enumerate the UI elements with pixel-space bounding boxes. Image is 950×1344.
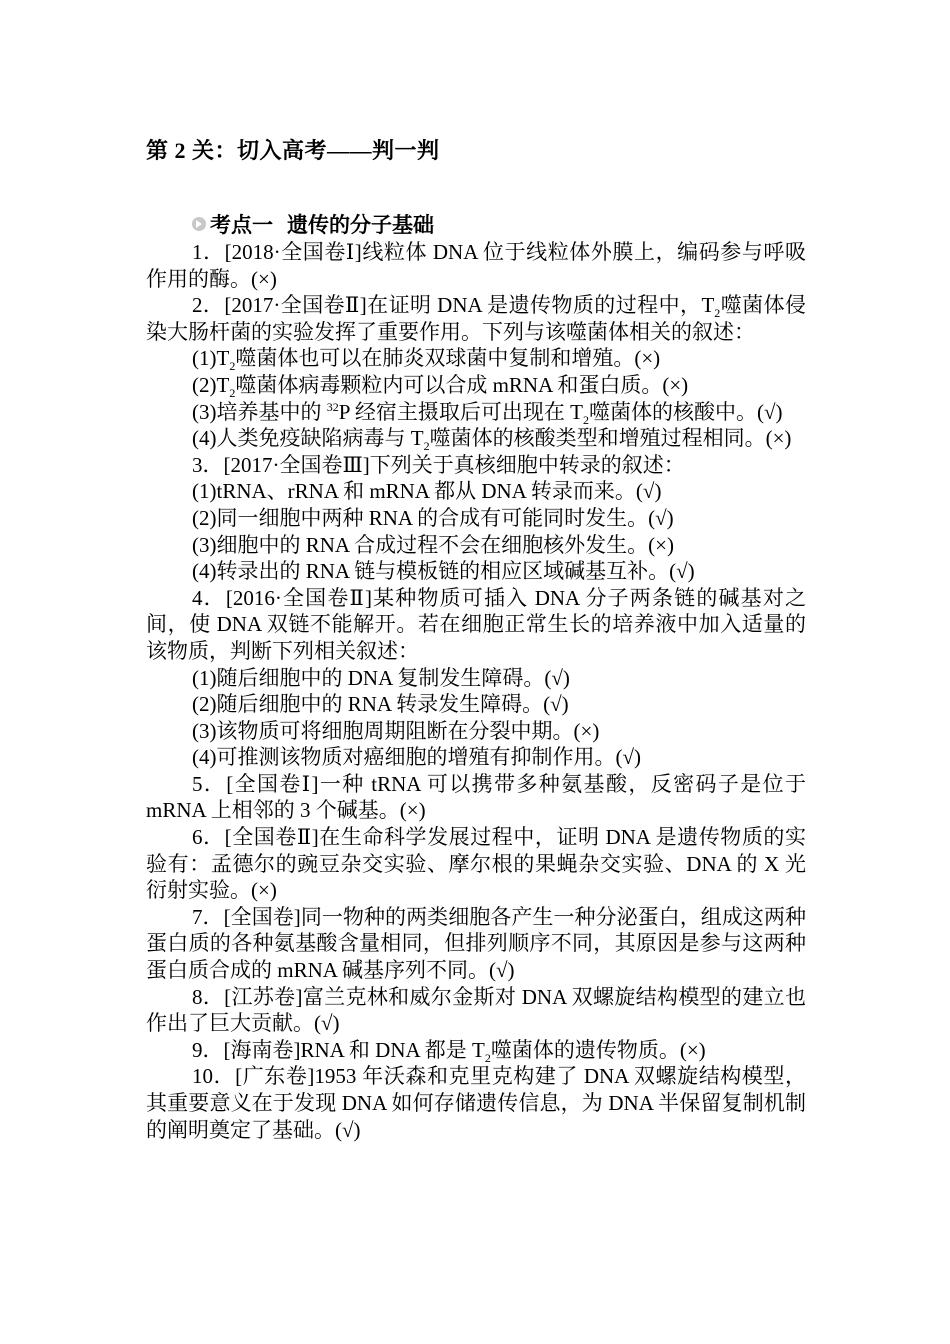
- question-3-1: (1)tRNA、rRNA 和 mRNA 都从 DNA 转录而来。(√): [192, 479, 662, 504]
- question-3-2: (2)同一细胞中两种 RNA 的合成有可能同时发生。(√): [192, 505, 674, 530]
- section-title: 遗传的分子基础: [287, 213, 434, 237]
- question-10: 10．[广东卷]1953 年沃森和克里克构建了 DNA 双螺旋结构模型，其重要意义在于发现 DNA 如何存储遗传信息，为 DNA 半保留复制机制的阐明奠定了基础。(√): [146, 1064, 806, 1142]
- question-4-1: (1)随后细胞中的 DNA 复制发生障碍。(√): [192, 665, 570, 690]
- question-2-1: $(1)T_2$噬菌体也可以在肺炎双球菌中复制和增殖。(×): [192, 346, 661, 374]
- question-2: 2．[2017·全国卷Ⅱ]在证明 DNA 是遗传物质的过程中，$T_2$噬菌体侵染大肠杆菌的实验发挥了重要作用。下列与该噬菌体相关的叙述：: [146, 293, 806, 344]
- question-2-4: (4)人类免疫缺陷病毒与 $T_2$噬菌体的核酸类型和增殖过程相同。(×): [192, 426, 792, 454]
- question-3: 3．[2017·全国卷Ⅲ]下列关于真核细胞中转录的叙述：: [192, 452, 685, 477]
- question-8: 8．[江苏卷]富兰克林和威尔金斯对 DNA 双螺旋结构模型的建立也作出了巨大贡献。(√): [146, 984, 806, 1036]
- question-4: 4．[2016·全国卷Ⅱ]某种物质可插入 DNA 分子两条链的碱基对之间，使 DNA 双链不能解开。若在细胞正常生长的培养液中加入适量的该物质，判断下列相关叙述：: [146, 585, 806, 663]
- question-1: 1．[2018·全国卷Ⅰ]线粒体 DNA 位于线粒体外膜上，编码参与呼吸作用的酶。(×): [146, 240, 806, 291]
- question-3-3: (3)细胞中的 RNA 合成过程不会在细胞核外发生。(×): [192, 532, 674, 557]
- circle-arrow-icon: [192, 217, 206, 231]
- question-9: 9．[海南卷]RNA 和 DNA 都是 $T_2$噬菌体的遗传物质。(×): [192, 1037, 706, 1065]
- question-5: 5．[全国卷Ⅰ]一种 tRNA 可以携带多种氨基酸，反密码子是位于 mRNA 上相邻的 3 个碱基。(×): [146, 771, 806, 823]
- question-3-4: (4)转录出的 RNA 链与模板链的相应区域碱基互补。(√): [192, 559, 695, 584]
- section-prefix: 考点一: [210, 213, 273, 237]
- question-2-2: $(2)T_2$噬菌体病毒颗粒内可以合成 mRNA 和蛋白质。(×): [192, 372, 689, 401]
- question-4-2: (2)随后细胞中的 RNA 转录发生障碍。(√): [192, 692, 569, 717]
- question-2-3: (3)培养基中的 $^{32}$P 经宿主摄取后可出现在 $T_2$噬菌体的核酸中。(√): [192, 399, 783, 427]
- page-title: 第 2 关：切入高考——判一判: [146, 138, 440, 163]
- question-4-3: (3)该物质可将细胞周期阻断在分裂中期。(×): [192, 718, 600, 743]
- section-heading: [192, 209, 434, 239]
- question-7: 7．[全国卷]同一物种的两类细胞各产生一种分泌蛋白，组成这两种蛋白质的各种氨基酸含量相同，但排列顺序不同，其原因是参与这两种蛋白质合成的 mRNA 碱基序列不同。(√): [146, 904, 806, 983]
- question-list: [146, 239, 806, 1143]
- question-4-4: (4)可推测该物质对癌细胞的增殖有抑制作用。(√): [192, 745, 641, 770]
- question-6: 6．[全国卷Ⅱ]在生命科学发展过程中，证明 DNA 是遗传物质的实验有：孟德尔的豌豆杂交实验、摩尔根的果蝇杂交实验、DNA 的 X 光衍射实验。(×): [146, 825, 806, 903]
